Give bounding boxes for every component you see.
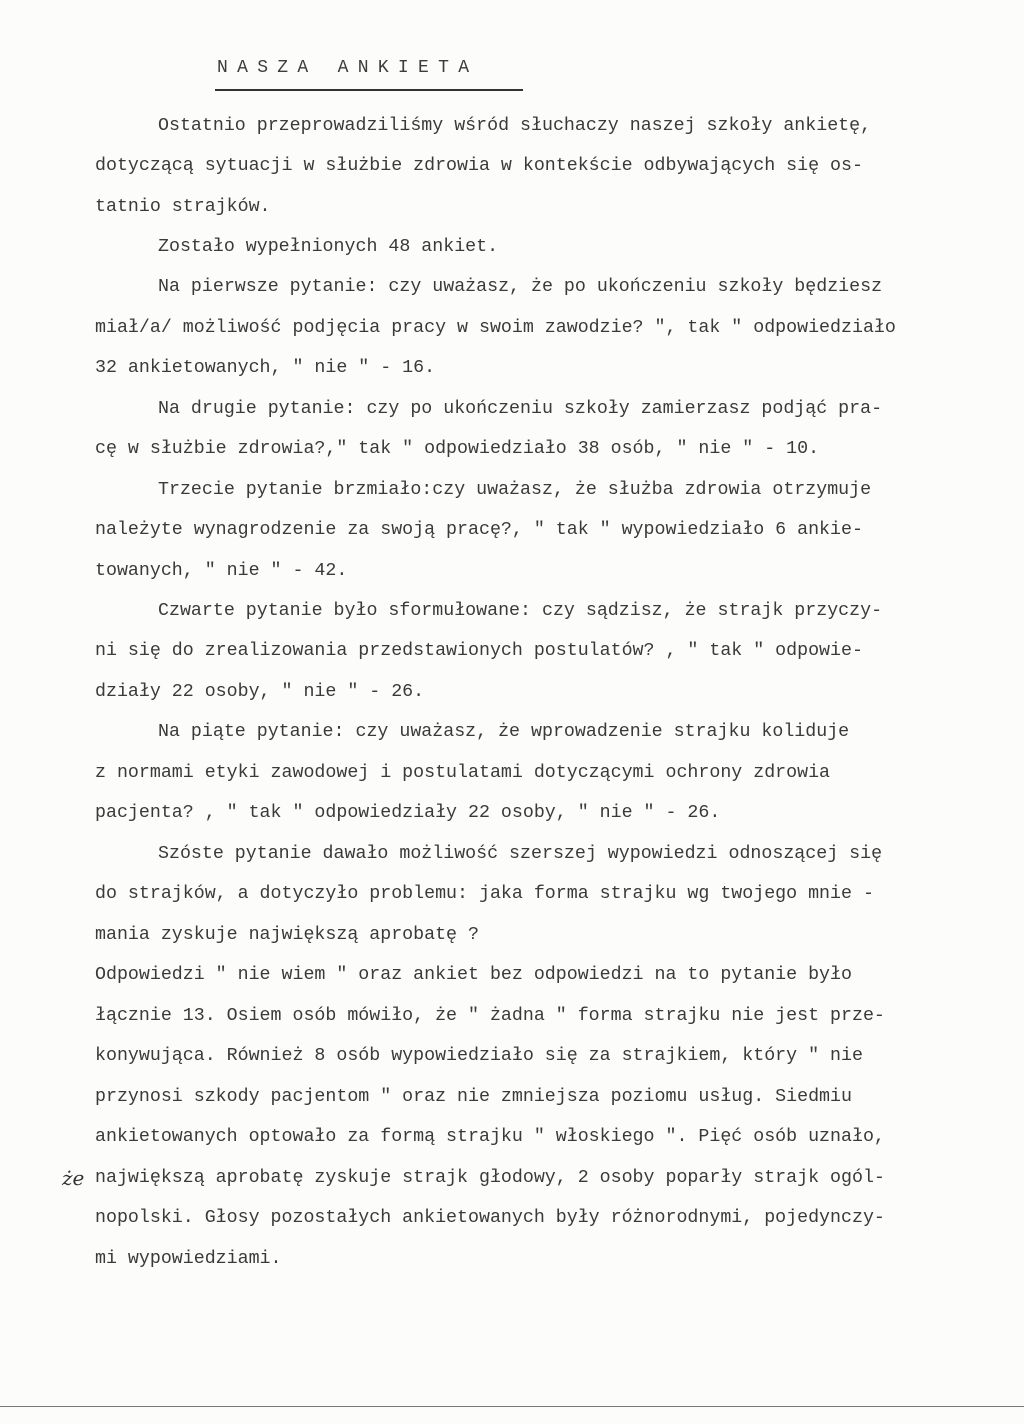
text-line: Szóste pytanie dawało możliwość szerszej wypowiedzi odnoszącej się	[158, 844, 883, 864]
text-line: ankietowanych optowało za formą strajku " włoskiego ". Pięć osób uznało,	[95, 1127, 885, 1147]
text-line: konywująca. Również 8 osób wypowiedziało się za strajkiem, który " nie	[95, 1046, 863, 1066]
text-line: mania zyskuje największą aprobatę ?	[95, 925, 479, 945]
text-line: cę w służbie zdrowia?," tak " odpowiedziało 38 osób, " nie " - 10.	[95, 439, 820, 459]
text-line: Czwarte pytanie było sformułowane: czy sądzisz, że strajk przyczy-	[158, 601, 883, 621]
text-line: mi wypowiedziami.	[95, 1249, 282, 1269]
text-line: pacjenta? , " tak " odpowiedziały 22 osoby, " nie " - 26.	[95, 803, 721, 823]
text-line: Trzecie pytanie brzmiało:czy uważasz, że służba zdrowia otrzymuje	[158, 480, 872, 500]
document-title: NASZA ANKIETA	[217, 58, 479, 78]
text-line: tatnio strajków.	[95, 197, 271, 217]
text-line: 32 ankietowanych, " nie " - 16.	[95, 358, 436, 378]
page-bottom-edge	[0, 1406, 1024, 1407]
text-line: towanych, " nie " - 42.	[95, 561, 348, 581]
text-line: Na drugie pytanie: czy po ukończeniu szkoły zamierzasz podjąć pra-	[158, 399, 883, 419]
handwritten-margin-note: że	[62, 1166, 85, 1190]
text-line: Odpowiedzi " nie wiem " oraz ankiet bez odpowiedzi na to pytanie było	[95, 965, 852, 985]
text-line: przynosi szkody pacjentom " oraz nie zmniejsza poziomu usług. Siedmiu	[95, 1087, 852, 1107]
text-line: z normami etyki zawodowej i postulatami dotyczącymi ochrony zdrowia	[95, 763, 831, 783]
text-line: należyte wynagrodzenie za swoją pracę?, " tak " wypowiedziało 6 ankie-	[95, 520, 863, 540]
text-line: Ostatnio przeprowadziliśmy wśród słuchaczy naszej szkoły ankietę,	[158, 116, 872, 136]
text-line: do strajków, a dotyczyło problemu: jaka forma strajku wg twojego mnie -	[95, 884, 874, 904]
text-line: łącznie 13. Osiem osób mówiło, że " żadna " forma strajku nie jest prze-	[95, 1006, 885, 1026]
text-line: nopolski. Głosy pozostałych ankietowanych były różnorodnymi, pojedynczy-	[95, 1208, 885, 1228]
text-line: miał/a/ możliwość podjęcia pracy w swoim zawodzie? ", tak " odpowiedziało	[95, 318, 896, 338]
text-line: działy 22 osoby, " nie " - 26.	[95, 682, 425, 702]
text-line: dotyczącą sytuacji w służbie zdrowia w kontekście odbywających się os-	[95, 156, 863, 176]
text-line: Zostało wypełnionych 48 ankiet.	[158, 237, 499, 257]
text-line: ni się do zrealizowania przedstawionych postulatów? , " tak " odpowie-	[95, 641, 863, 661]
title-underline	[215, 89, 523, 91]
text-line: Na piąte pytanie: czy uważasz, że wprowadzenie strajku koliduje	[158, 722, 850, 742]
text-line: największą aprobatę zyskuje strajk głodowy, 2 osoby poparły strajk ogól-	[95, 1168, 885, 1188]
text-line: Na pierwsze pytanie: czy uważasz, że po ukończeniu szkoły będziesz	[158, 277, 883, 297]
